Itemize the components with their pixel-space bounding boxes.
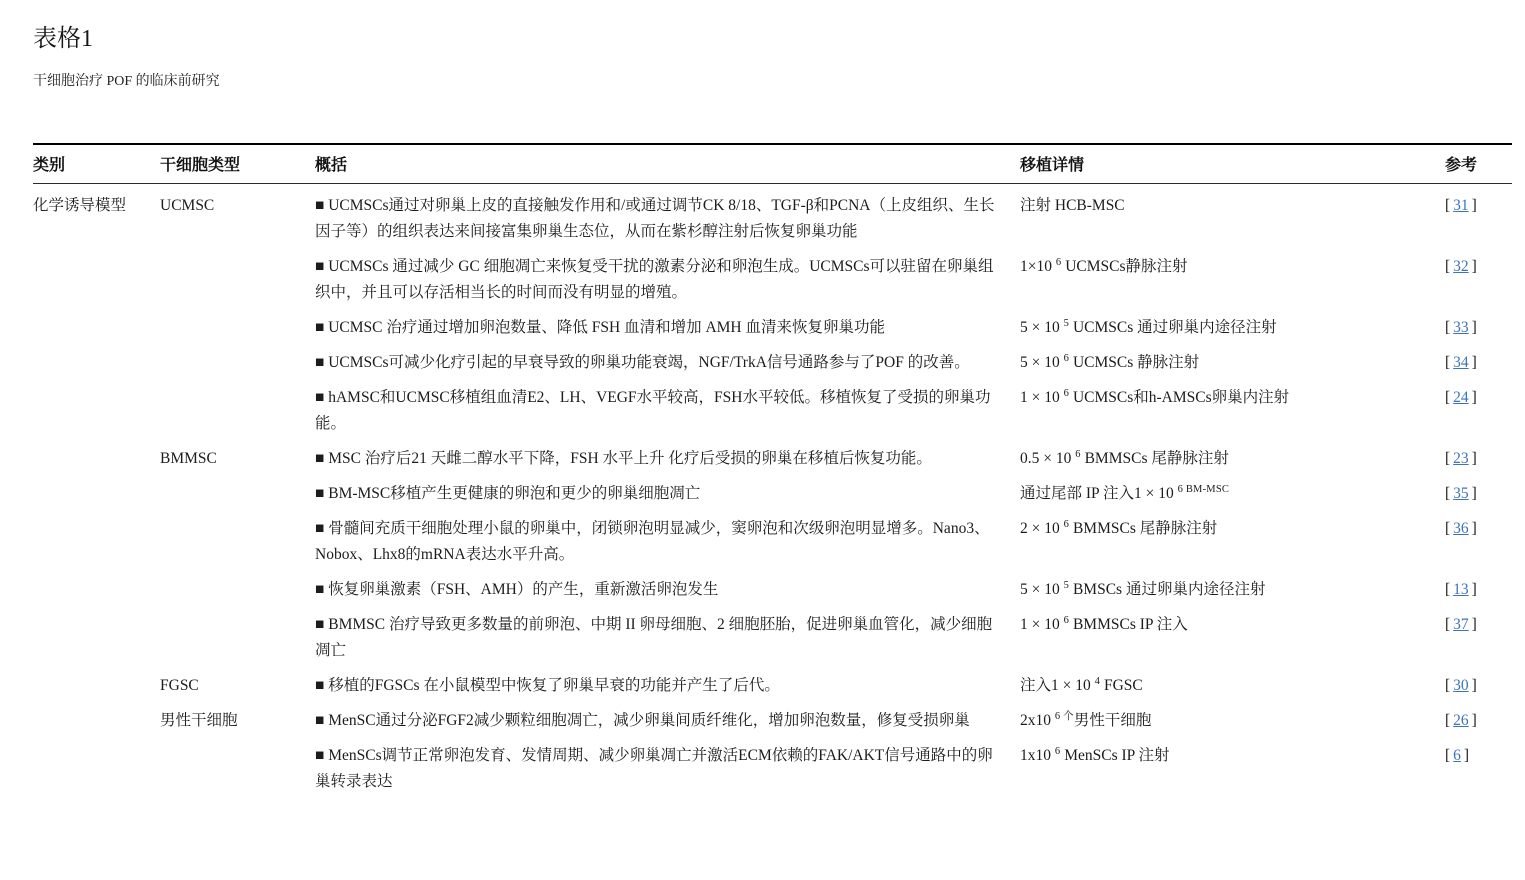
ref-cell — [1445, 341, 1512, 376]
cell-type-cell — [160, 603, 315, 664]
table-row — [33, 184, 1512, 246]
summary-cell: ■ BMMSC 治疗导致更多数量的前卵泡、中期 II 卵母细胞、2 细胞胚胎，促进卵巢血管化，减少细胞凋亡 — [315, 616, 993, 659]
ref-bracket-close: ] — [1471, 354, 1477, 371]
summary-cell: ■ MenSCs调节正常卵泡发育、发情周期、减少卵巢凋亡并激活ECM依赖的FAK/AKT信号通路中的卵巢转录表达 — [315, 747, 993, 790]
reference-link[interactable]: 23 — [1453, 450, 1469, 467]
table-row — [33, 245, 1512, 306]
summary-cell: ■ MenSC通过分泌FGF2减少颗粒细胞凋亡，减少卵巢间质纤维化，增加卵泡数量，修复受损卵巢 — [315, 712, 970, 729]
cell-type-cell — [160, 507, 315, 568]
details-cell: 5 × 10 $^5$ UCMSCs 通过卵巢内途径注射 — [1020, 318, 1277, 336]
category-cell — [33, 306, 160, 341]
details-cell: 2 × 10 $^6$ BMMSCs 尾静脉注射 — [1020, 519, 1218, 537]
summary-cell: ■ 恢复卵巢激素（FSH、AMH）的产生，重新激活卵泡发生 — [315, 581, 719, 598]
ref-bracket-open: [ — [1445, 677, 1451, 694]
reference-link[interactable]: 32 — [1453, 258, 1469, 275]
details-cell: 5 × 10 $^6$ UCMSCs 静脉注射 — [1020, 353, 1200, 371]
reference-link[interactable]: 33 — [1453, 319, 1469, 336]
ref-bracket-open: [ — [1445, 520, 1451, 537]
table-row — [33, 376, 1512, 437]
cell-type-cell — [160, 306, 315, 341]
ref-bracket-open: [ — [1445, 712, 1451, 729]
ref-bracket-close: ] — [1471, 258, 1477, 275]
summary-cell: ■ UCMSCs 通过减少 GC 细胞凋亡来恢复受干扰的激素分泌和卵泡生成。UCMSCs可以驻留在卵巢组织中，并且可以存活相当长的时间而没有明显的增殖。 — [315, 258, 994, 301]
ref-bracket-close: ] — [1471, 581, 1477, 598]
table-row — [33, 437, 1512, 472]
reference-link[interactable]: 31 — [1453, 197, 1469, 214]
category-cell: 化学诱导模型 — [33, 197, 127, 214]
table-row — [33, 603, 1512, 664]
cell-type-cell: 男性干细胞 — [160, 712, 238, 729]
ref-cell — [1445, 664, 1512, 699]
cell-type-cell — [160, 472, 315, 507]
table-row — [33, 507, 1512, 568]
ref-bracket-close: ] — [1471, 319, 1477, 336]
reference-link[interactable]: 30 — [1453, 677, 1469, 694]
category-cell — [33, 699, 160, 734]
details-cell: 1x10 $^6$ MenSCs IP 注射 — [1020, 746, 1170, 764]
reference-link[interactable]: 13 — [1453, 581, 1469, 598]
column-header-reference: 参考 — [1445, 144, 1512, 184]
ref-bracket-open: [ — [1445, 197, 1451, 214]
ref-bracket-close: ] — [1471, 485, 1477, 502]
cell-type-cell — [160, 341, 315, 376]
summary-cell: ■ BM-MSC移植产生更健康的卵泡和更少的卵巢细胞凋亡 — [315, 485, 701, 502]
page-subtitle: 干细胞治疗 POF 的临床前研究 — [33, 74, 220, 89]
table-row — [33, 306, 1512, 341]
ref-bracket-close: ] — [1471, 712, 1477, 729]
ref-bracket-close: ] — [1471, 677, 1477, 694]
ref-cell — [1445, 376, 1512, 437]
details-cell: 0.5 × 10 $^6$ BMMSCs 尾静脉注射 — [1020, 449, 1229, 467]
column-header-category: 类别 — [33, 144, 160, 184]
category-cell — [33, 245, 160, 306]
table-row — [33, 568, 1512, 603]
details-cell: 2x10 $^{6 个}$男性干细胞 — [1020, 711, 1152, 729]
cell-type-cell — [160, 568, 315, 603]
ref-bracket-open: [ — [1445, 354, 1451, 371]
table-body — [33, 184, 1512, 796]
category-cell — [33, 568, 160, 603]
column-header-summary: 概括 — [315, 144, 1020, 184]
details-cell: 通过尾部 IP 注入1 × 10 $^{6 BM-MSC}$ — [1020, 484, 1230, 502]
ref-bracket-open: [ — [1445, 616, 1451, 633]
category-cell — [33, 664, 160, 699]
ref-bracket-close: ] — [1471, 389, 1477, 406]
ref-cell — [1445, 603, 1512, 664]
ref-bracket-open: [ — [1445, 450, 1451, 467]
ref-cell — [1445, 437, 1512, 472]
ref-cell — [1445, 184, 1512, 246]
table-row — [33, 699, 1512, 734]
reference-link[interactable]: 37 — [1453, 616, 1469, 633]
reference-link[interactable]: 36 — [1453, 520, 1469, 537]
details-cell: 注入1 × 10 $^4$ FGSC — [1020, 676, 1143, 694]
ref-bracket-open: [ — [1445, 389, 1451, 406]
cell-type-cell — [160, 376, 315, 437]
table-row — [33, 734, 1512, 795]
ref-cell — [1445, 472, 1512, 507]
category-cell — [33, 437, 160, 472]
reference-link[interactable]: 34 — [1453, 354, 1469, 371]
summary-cell: ■ MSC 治疗后21 天雌二醇水平下降，FSH 水平上升 化疗后受损的卵巢在移植后恢复功能。 — [315, 450, 932, 467]
category-cell — [33, 507, 160, 568]
reference-link[interactable]: 35 — [1453, 485, 1469, 502]
ref-bracket-open: [ — [1445, 747, 1451, 764]
details-cell: 5 × 10 $^5$ BMSCs 通过卵巢内途径注射 — [1020, 580, 1266, 598]
category-cell — [33, 603, 160, 664]
ref-bracket-open: [ — [1445, 485, 1451, 502]
category-cell — [33, 341, 160, 376]
ref-cell — [1445, 699, 1512, 734]
reference-link[interactable]: 26 — [1453, 712, 1469, 729]
reference-link[interactable]: 6 — [1453, 747, 1461, 764]
table-row — [33, 472, 1512, 507]
summary-cell: ■ UCMSCs通过对卵巢上皮的直接触发作用和/或通过调节CK 8/18、TGF-β和PCNA（上皮组织、生长因子等）的组织表达来间接富集卵巢生态位，从而在紫杉醇注射后恢复卵巢功能 — [315, 197, 995, 240]
ref-bracket-open: [ — [1445, 581, 1451, 598]
details-cell: 1 × 10 $^6$ BMMSCs IP 注入 — [1020, 615, 1188, 633]
ref-bracket-close: ] — [1463, 747, 1470, 764]
cell-type-cell: BMMSC — [160, 450, 217, 467]
summary-cell: ■ UCMSC 治疗通过增加卵泡数量、降低 FSH 血清和增加 AMH 血清来恢复卵巢功能 — [315, 319, 885, 336]
summary-cell: ■ 移植的FGSCs 在小鼠模型中恢复了卵巢早衰的功能并产生了后代。 — [315, 677, 780, 694]
ref-bracket-open: [ — [1445, 258, 1451, 275]
ref-cell — [1445, 306, 1512, 341]
ref-cell — [1445, 245, 1512, 306]
ref-bracket-close: ] — [1471, 450, 1477, 467]
preclinical-studies-table — [33, 143, 1512, 795]
category-cell — [33, 472, 160, 507]
cell-type-cell — [160, 734, 315, 795]
ref-cell — [1445, 568, 1512, 603]
ref-bracket-close: ] — [1471, 616, 1477, 633]
summary-cell: ■ 骨髓间充质干细胞处理小鼠的卵巢中，闭锁卵泡明显减少，窦卵泡和次级卵泡明显增多。Nano3、Nobox、Lhx8的mRNA表达水平升高。 — [315, 520, 990, 563]
details-cell: 1×10 $^6$ UCMSCs静脉注射 — [1020, 257, 1188, 275]
cell-type-cell — [160, 245, 315, 306]
page-title: 表格1 — [33, 26, 93, 52]
summary-cell: ■ hAMSC和UCMSC移植组血清E2、LH、VEGF水平较高，FSH水平较低。移植恢复了受损的卵巢功能。 — [315, 389, 991, 432]
ref-bracket-close: ] — [1471, 520, 1477, 537]
table-header-row — [33, 144, 1512, 184]
category-cell — [33, 734, 160, 795]
summary-cell: ■ UCMSCs可减少化疗引起的早衰导致的卵巢功能衰竭，NGF/TrkA信号通路参与了POF 的改善。 — [315, 354, 970, 371]
ref-bracket-open: [ — [1445, 319, 1451, 336]
table-row — [33, 664, 1512, 699]
reference-link[interactable]: 24 — [1453, 389, 1469, 406]
column-header-details: 移植详情 — [1020, 144, 1445, 184]
cell-type-cell: FGSC — [160, 677, 199, 694]
column-header-cell-type: 干细胞类型 — [160, 144, 315, 184]
ref-cell — [1445, 507, 1512, 568]
table-row — [33, 341, 1512, 376]
ref-cell — [1445, 734, 1512, 795]
details-cell: 1 × 10 $^6$ UCMSCs和h-AMSCs卵巢内注射 — [1020, 388, 1290, 406]
ref-bracket-close: ] — [1471, 197, 1477, 214]
details-cell: 注射 HCB-MSC — [1020, 197, 1125, 214]
category-cell — [33, 376, 160, 437]
cell-type-cell: UCMSC — [160, 197, 215, 214]
